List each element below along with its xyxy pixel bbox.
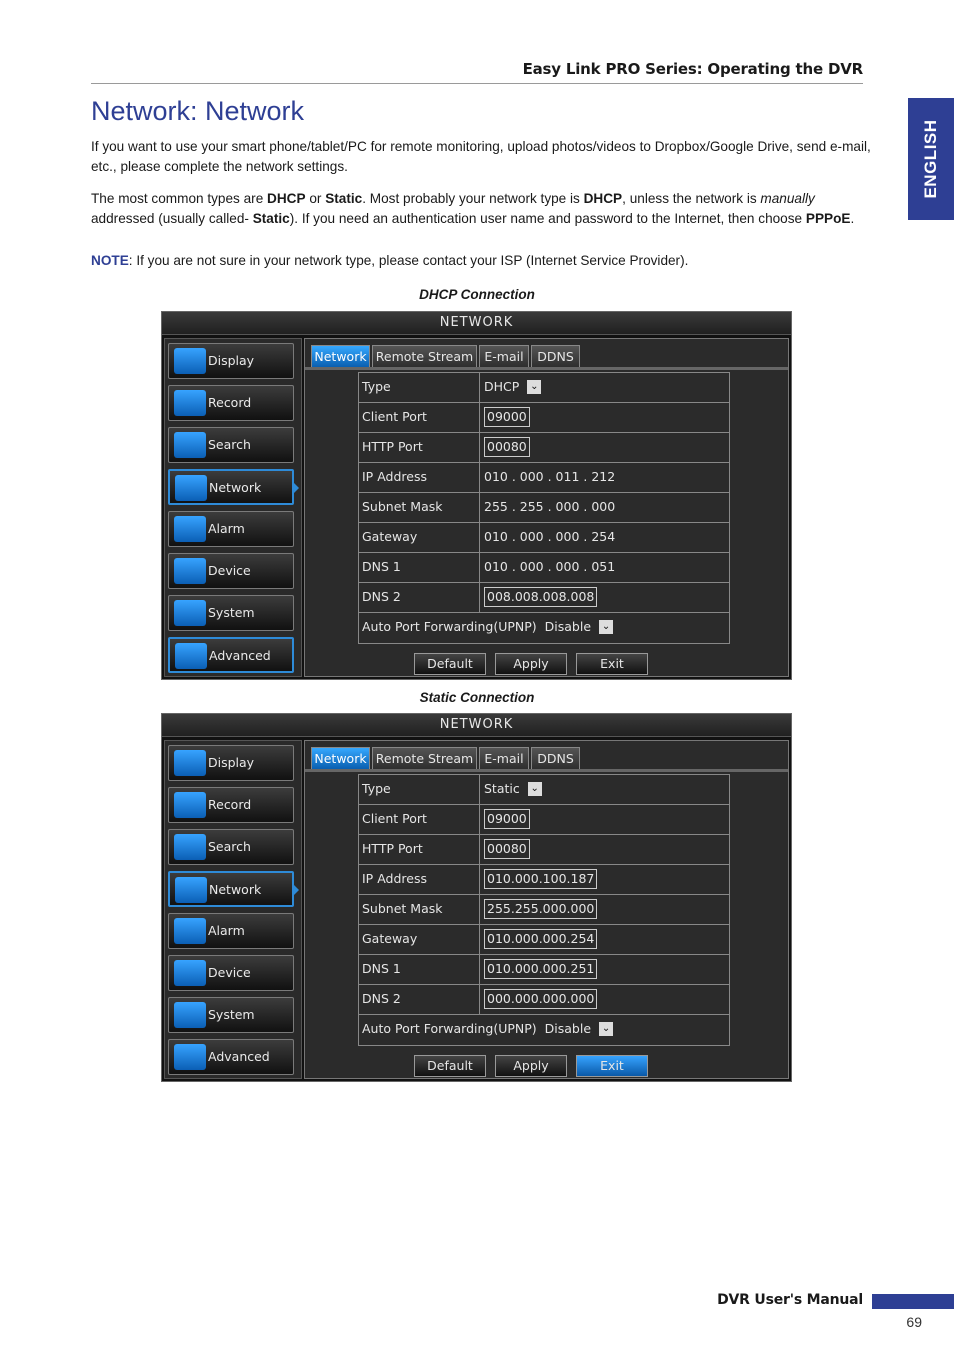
table-row: Gateway 010 . 000 . 000 . 254 [359,523,729,553]
sidebar-item-system[interactable]: System [168,595,294,631]
footer-bar [872,1294,954,1309]
search-icon [174,834,206,860]
sidebar-item-network[interactable]: Network [168,469,294,505]
ip-address-field[interactable]: 010.000.100.187 [484,869,597,889]
tab-underline [305,769,788,772]
gateway-value: 010 . 000 . 000 . 254 [484,529,616,544]
table-row: Auto Port Forwarding(UPNP) Disable ⌄ [359,613,729,643]
dns1-value: 010 . 000 . 000 . 051 [484,559,616,574]
gateway-field[interactable]: 010.000.000.254 [484,929,597,949]
dvr-settings-area [304,740,789,1079]
alarm-icon [174,918,206,944]
dns2-field[interactable]: 008.008.008.008 [484,587,597,607]
alarm-icon [174,516,206,542]
sidebar-item-alarm[interactable]: Alarm [168,511,294,547]
globe-icon [175,475,207,501]
sidebar-item-advanced[interactable]: Advanced [168,1039,294,1075]
language-tab [908,98,954,220]
chevron-down-icon: ⌄ [599,1022,613,1036]
static-dvr-panel [161,713,792,1082]
tab-underline [305,367,788,370]
sidebar-item-system[interactable]: System [168,997,294,1033]
footer-manual-title: DVR User's Manual [717,1292,863,1308]
sidebar-item-advanced[interactable]: Advanced [168,637,294,673]
http-port-field[interactable]: 00080 [484,437,530,457]
type-select[interactable]: Static ⌄ [484,780,542,798]
table-row: Subnet Mask 255 . 255 . 000 . 000 [359,493,729,523]
globe-icon [175,877,207,903]
static-caption: Static Connection [419,690,535,705]
active-arrow-icon [293,482,299,494]
subnet-mask-field[interactable]: 255.255.000.000 [484,899,597,919]
network-settings-table [358,372,730,644]
table-row: DNS 1 010.000.000.251 [359,955,729,985]
sidebar-item-search[interactable]: Search [168,829,294,865]
active-arrow-icon [293,884,299,896]
sidebar-item-record[interactable]: Record [168,787,294,823]
language-label: ENGLISH [921,119,940,199]
record-icon [174,792,206,818]
note-paragraph: NOTE: If you are not sure in your network type, please contact your ISP (Internet Service Provider). [91,253,689,268]
apply-button[interactable]: Apply [495,653,567,675]
dhcp-dvr-panel [161,311,792,680]
sidebar-item-search[interactable]: Search [168,427,294,463]
dhcp-caption: DHCP Connection [419,287,535,302]
gear-icon [174,600,206,626]
table-row: Subnet Mask 255.255.000.000 [359,895,729,925]
http-port-field[interactable]: 00080 [484,839,530,859]
device-icon [174,558,206,584]
type-select[interactable]: DHCP ⌄ [484,378,541,396]
exit-button[interactable]: Exit [576,653,648,675]
dns2-field[interactable]: 000.000.000.000 [484,989,597,1009]
page-title: Network: Network [91,96,305,126]
sidebar-item-record[interactable]: Record [168,385,294,421]
subnet-mask-value: 255 . 255 . 000 . 000 [484,499,616,514]
exit-button[interactable]: Exit [576,1055,648,1077]
tab-ddns[interactable]: DDNS [531,747,580,769]
dvr-window-title: NETWORK [162,312,791,335]
tab-remote-stream[interactable]: Remote Stream [372,747,477,769]
record-icon [174,390,206,416]
table-row: IP Address 010 . 000 . 011 . 212 [359,463,729,493]
note-label: NOTE [91,253,129,268]
tab-network[interactable]: Network [311,747,370,769]
tab-remote-stream[interactable]: Remote Stream [372,345,477,367]
intro-paragraph: If you want to use your smart phone/tablet/PC for remote monitoring, upload photos/videos to Dropbox/Google Drive, send e-mail, etc., please complete the network settings. [91,139,871,174]
table-row: Type Static ⌄ [359,775,729,805]
table-row: HTTP Port 00080 [359,433,729,463]
chevron-down-icon: ⌄ [528,782,542,796]
tab-email[interactable]: E-mail [479,345,529,367]
page-number: 69 [906,1314,922,1330]
ip-address-value: 010 . 000 . 011 . 212 [484,469,616,484]
chevron-down-icon: ⌄ [599,620,613,634]
gear-icon [174,1002,206,1028]
sidebar-item-display[interactable]: Display [168,343,294,379]
chevron-down-icon: ⌄ [527,380,541,394]
dns1-field[interactable]: 010.000.000.251 [484,959,597,979]
wrench-icon [174,1044,206,1070]
dvr-settings-area [304,338,789,677]
default-button[interactable]: Default [414,1055,486,1077]
client-port-field[interactable]: 09000 [484,407,530,427]
wrench-icon [175,643,207,669]
table-row: DNS 2 000.000.000.000 [359,985,729,1015]
search-icon [174,432,206,458]
tab-ddns[interactable]: DDNS [531,345,580,367]
apply-button[interactable]: Apply [495,1055,567,1077]
tab-network[interactable]: Network [311,345,370,367]
sidebar-item-display[interactable]: Display [168,745,294,781]
table-row: Client Port 09000 [359,403,729,433]
monitor-icon [174,348,206,374]
sidebar-item-alarm[interactable]: Alarm [168,913,294,949]
tab-email[interactable]: E-mail [479,747,529,769]
device-icon [174,960,206,986]
running-header: Easy Link PRO Series: Operating the DVR [522,60,863,78]
network-types-paragraph: The most common types are DHCP or Static. Most probably your network type is DHCP, unless the network is manually addressed (usually called- Static). If you need an authentication user name and password to the Internet, then choose PPPoE. [91,191,855,226]
monitor-icon [174,750,206,776]
table-row: IP Address 010.000.100.187 [359,865,729,895]
table-row: DNS 2 008.008.008.008 [359,583,729,613]
table-row: DNS 1 010 . 000 . 000 . 051 [359,553,729,583]
table-row: HTTP Port 00080 [359,835,729,865]
network-settings-table [358,774,730,1046]
table-row: Client Port 09000 [359,805,729,835]
client-port-field[interactable]: 09000 [484,809,530,829]
table-row: Auto Port Forwarding(UPNP) Disable ⌄ [359,1015,729,1045]
dvr-sidebar [164,338,302,677]
table-row: Type DHCP ⌄ [359,373,729,403]
dvr-window-title: NETWORK [162,714,791,737]
default-button[interactable]: Default [414,653,486,675]
sidebar-item-device[interactable]: Device [168,553,294,589]
upnp-select[interactable]: Disable ⌄ [545,618,613,636]
sidebar-item-network[interactable]: Network [168,871,294,907]
table-row: Gateway 010.000.000.254 [359,925,729,955]
sidebar-item-device[interactable]: Device [168,955,294,991]
upnp-select[interactable]: Disable ⌄ [545,1020,613,1038]
dvr-sidebar [164,740,302,1079]
header-rule [91,83,863,84]
